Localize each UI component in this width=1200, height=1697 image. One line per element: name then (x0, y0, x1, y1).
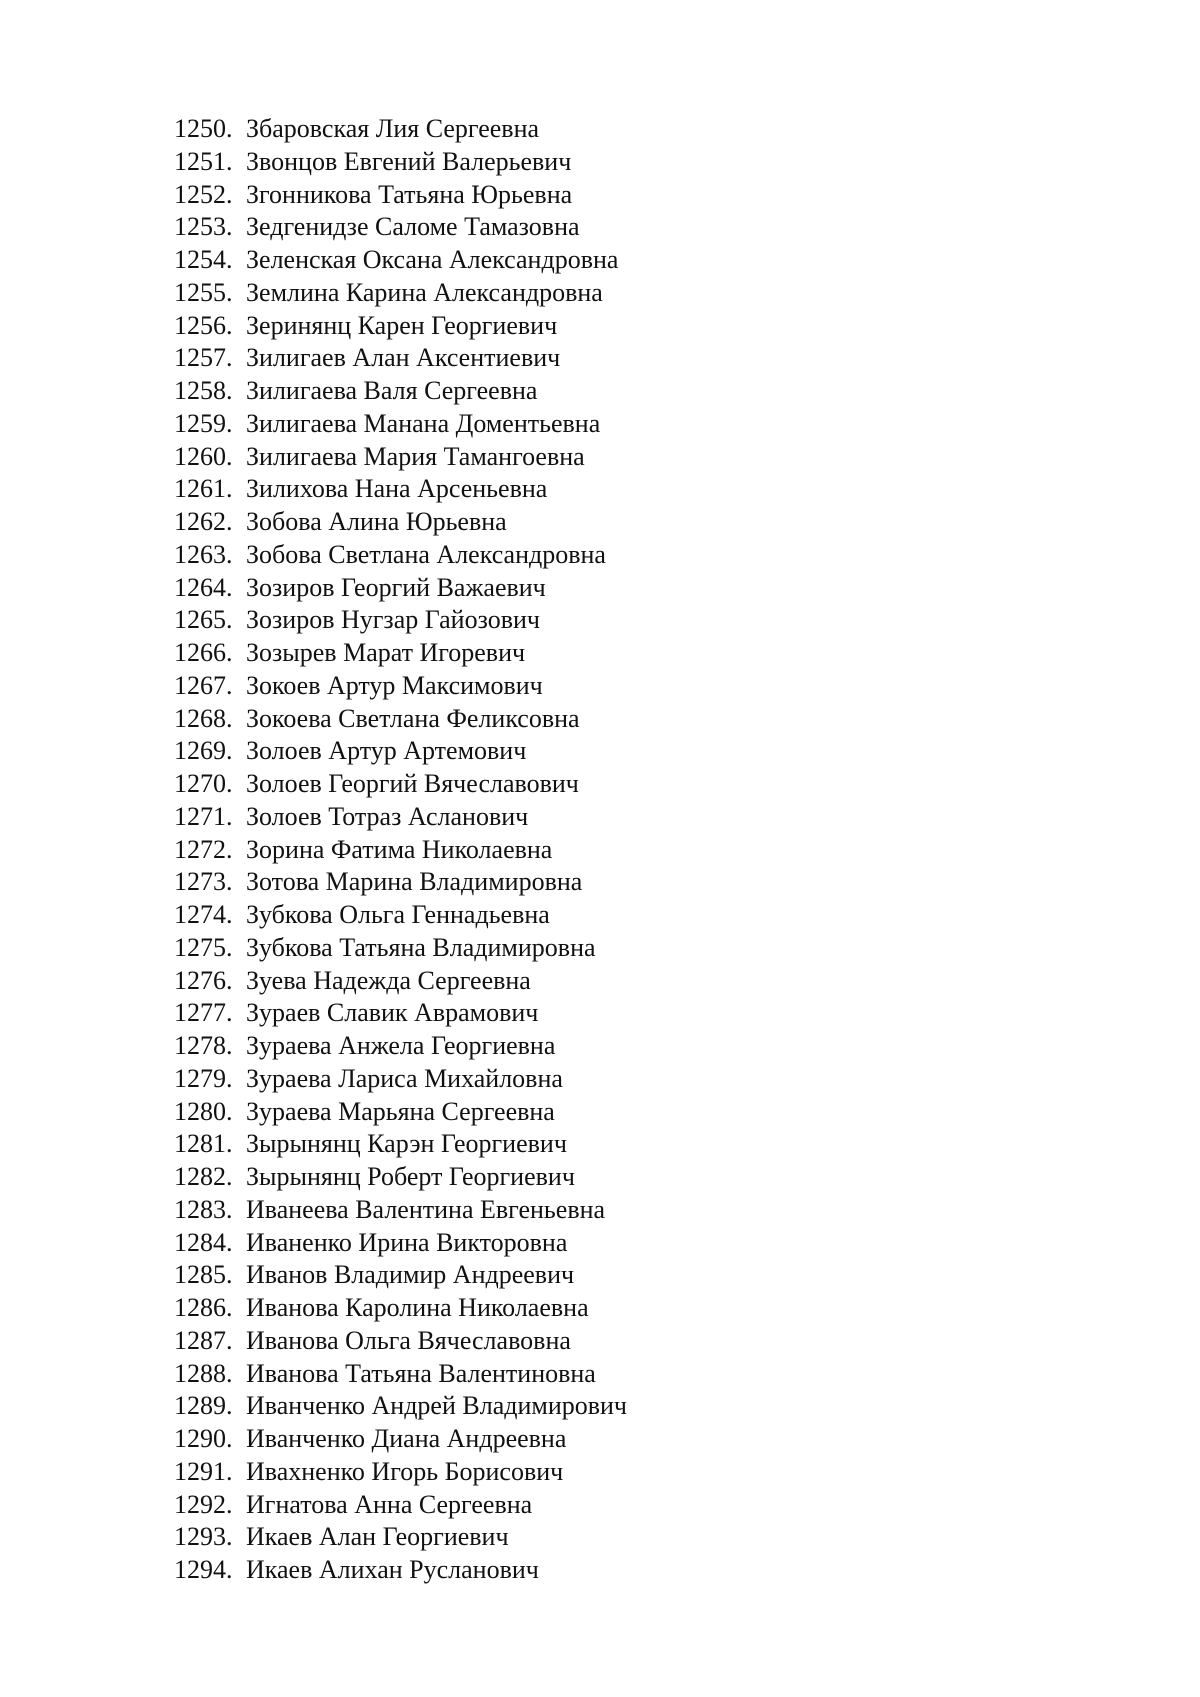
list-item (174, 1554, 627, 1587)
list-item (174, 1358, 627, 1391)
item-number: 1282. (174, 1162, 233, 1191)
person-name: Иванова Татьяна Валентиновна (246, 1358, 596, 1388)
item-number: 1287. (174, 1325, 233, 1355)
item-number: 1275. (174, 932, 233, 962)
list-item (174, 735, 627, 768)
item-number: 1292. (174, 1489, 233, 1519)
person-name: Зилигаева Мария Тамангоевна (246, 441, 585, 471)
list-item (174, 834, 627, 867)
person-name: Иваненко Ирина Викторовна (246, 1227, 568, 1257)
list-item (174, 244, 627, 277)
person-name: Зубкова Ольга Геннадьевна (246, 900, 550, 929)
person-name: Зотова Марина Владимировна (246, 867, 583, 897)
item-number: 1255. (174, 277, 233, 307)
person-name: Икаев Алан Георгиевич (246, 1522, 509, 1552)
list-item (174, 375, 627, 408)
item-number: 1250. (174, 114, 233, 143)
list-item (174, 1030, 627, 1063)
item-number: 1288. (174, 1358, 233, 1388)
item-number: 1270. (174, 769, 233, 798)
item-number: 1258. (174, 376, 233, 405)
item-number: 1281. (174, 1129, 233, 1159)
list-item (174, 539, 627, 572)
list-item (174, 277, 627, 310)
person-name: Зеленская Оксана Александровна (246, 245, 619, 274)
item-number: 1272. (174, 834, 233, 864)
list-item (174, 1096, 627, 1129)
item-number: 1277. (174, 998, 233, 1028)
list-item (174, 801, 627, 834)
item-number: 1264. (174, 572, 233, 602)
person-name: Зилигаева Манана Доментьевна (246, 408, 601, 438)
person-name: Золоев Артур Артемович (246, 736, 527, 766)
person-name: Иванченко Андрей Владимирович (246, 1391, 628, 1421)
item-number: 1268. (174, 703, 233, 733)
list-item (174, 1325, 627, 1358)
item-number: 1254. (174, 245, 233, 274)
list-item (174, 1063, 627, 1096)
list-item (174, 899, 627, 932)
list-item (174, 342, 627, 375)
item-number: 1274. (174, 900, 233, 929)
list-item (174, 1390, 627, 1423)
person-name: Зураев Славик Аврамович (246, 998, 539, 1028)
person-name: Зилигаева Валя Сергеевна (246, 376, 538, 405)
item-number: 1269. (174, 736, 233, 766)
list-item (174, 932, 627, 965)
person-name: Зобова Светлана Александровна (246, 539, 606, 569)
item-number: 1253. (174, 212, 233, 242)
person-name: Иванова Ольга Вячеславовна (246, 1325, 571, 1355)
item-number: 1280. (174, 1096, 233, 1126)
person-name: Зозиров Нугзар Гайозович (246, 605, 540, 635)
list-item (174, 179, 627, 212)
item-number: 1271. (174, 801, 233, 831)
list-item (174, 670, 627, 703)
item-number: 1265. (174, 605, 233, 635)
person-name: Зобова Алина Юрьевна (246, 507, 507, 536)
list-item (174, 1423, 627, 1456)
person-name: Зуева Надежда Сергеевна (246, 965, 531, 995)
person-name: Зураева Анжела Георгиевна (246, 1031, 556, 1060)
list-item (174, 113, 627, 146)
person-name: Зураева Марьяна Сергеевна (246, 1096, 555, 1126)
item-number: 1278. (174, 1031, 233, 1060)
item-number: 1267. (174, 670, 233, 700)
item-number: 1252. (174, 179, 233, 209)
person-name: Зырынянц Карэн Георгиевич (246, 1129, 567, 1159)
item-number: 1276. (174, 965, 233, 995)
person-name: Зокоев Артур Максимович (246, 670, 543, 700)
list-item (174, 1521, 627, 1554)
list-item (174, 1227, 627, 1260)
list-item (174, 1128, 627, 1161)
person-name: Згонникова Татьяна Юрьевна (246, 179, 573, 209)
item-number: 1291. (174, 1456, 233, 1486)
item-number: 1257. (174, 343, 233, 373)
list-item (174, 211, 627, 244)
name-list (174, 113, 627, 1587)
item-number: 1262. (174, 507, 233, 536)
item-number: 1290. (174, 1424, 233, 1453)
person-name: Золоев Тотраз Асланович (246, 801, 529, 831)
person-name: Зозырев Марат Игоревич (246, 638, 526, 667)
item-number: 1285. (174, 1260, 233, 1290)
list-item (174, 1259, 627, 1292)
list-item (174, 146, 627, 179)
person-name: Зедгенидзе Саломе Тамазовна (246, 212, 580, 242)
person-name: Игнатова Анна Сергеевна (246, 1489, 533, 1519)
person-name: Звонцов Евгений Валерьевич (246, 146, 572, 176)
list-item (174, 506, 627, 539)
person-name: Зокоева Светлана Феликсовна (246, 703, 580, 733)
item-number: 1273. (174, 867, 233, 897)
person-name: Иванеева Валентина Евгеньевна (246, 1194, 606, 1224)
list-item (174, 1194, 627, 1227)
person-name: Зилихова Нана Арсеньевна (246, 474, 548, 504)
list-item (174, 965, 627, 998)
person-name: Зорина Фатима Николаевна (246, 834, 553, 864)
list-item (174, 310, 627, 343)
person-name: Иванченко Диана Андреевна (246, 1424, 567, 1453)
person-name: Зураева Лариса Михайловна (246, 1063, 563, 1093)
item-number: 1283. (174, 1194, 233, 1224)
person-name: Икаев Алихан Русланович (246, 1555, 539, 1584)
item-number: 1286. (174, 1293, 233, 1322)
list-item (174, 604, 627, 637)
person-name: Землина Карина Александровна (246, 277, 603, 307)
list-item (174, 1292, 627, 1325)
list-item (174, 637, 627, 670)
person-name: Золоев Георгий Вячеславович (246, 769, 579, 798)
item-number: 1263. (174, 539, 233, 569)
item-number: 1259. (174, 408, 233, 438)
item-number: 1284. (174, 1227, 233, 1257)
person-name: Збаровская Лия Сергеевна (246, 114, 540, 143)
person-name: Зозиров Георгий Важаевич (246, 572, 546, 602)
list-item (174, 473, 627, 506)
list-item (174, 703, 627, 736)
item-number: 1293. (174, 1522, 233, 1552)
list-item (174, 997, 627, 1030)
person-name: Иванов Владимир Андреевич (246, 1260, 575, 1290)
item-number: 1266. (174, 638, 233, 667)
item-number: 1251. (174, 146, 233, 176)
list-item (174, 866, 627, 899)
item-number: 1294. (174, 1555, 233, 1584)
person-name: Зилигаев Алан Аксентиевич (246, 343, 561, 373)
list-item (174, 572, 627, 605)
list-item (174, 1489, 627, 1522)
item-number: 1261. (174, 474, 233, 504)
person-name: Иванова Каролина Николаевна (246, 1293, 589, 1322)
person-name: Зырынянц Роберт Георгиевич (246, 1162, 575, 1191)
person-name: Зеринянц Карен Георгиевич (246, 310, 558, 340)
item-number: 1279. (174, 1063, 233, 1093)
item-number: 1256. (174, 310, 233, 340)
person-name: Зубкова Татьяна Владимировна (246, 932, 596, 962)
item-number: 1289. (174, 1391, 233, 1421)
list-item (174, 441, 627, 474)
list-item (174, 408, 627, 441)
item-number: 1260. (174, 441, 233, 471)
list-item (174, 1161, 627, 1194)
list-item (174, 768, 627, 801)
person-name: Ивахненко Игорь Борисович (246, 1456, 564, 1486)
list-item (174, 1456, 627, 1489)
